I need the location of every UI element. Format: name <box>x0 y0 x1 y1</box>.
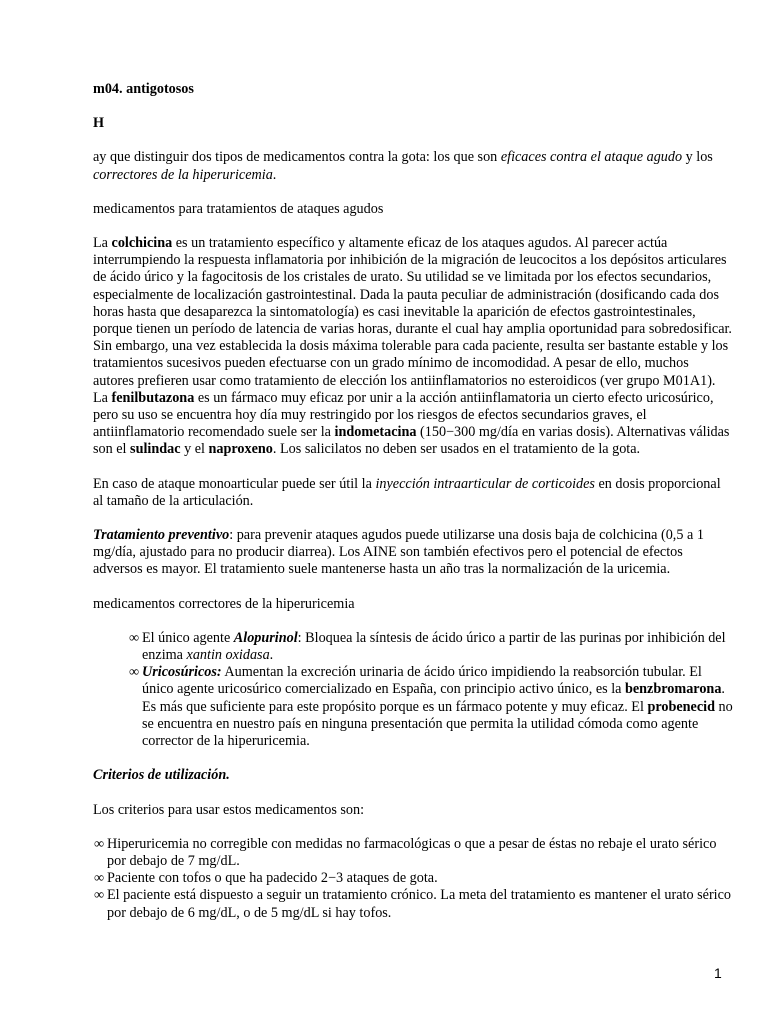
document-title: m04. antigotosos <box>93 81 194 97</box>
infinity-bullet-icon: ∞ <box>129 664 140 681</box>
criterios-heading: Criterios de utilización. <box>93 767 230 784</box>
infinity-bullet-icon: ∞ <box>129 629 140 646</box>
drop-cap: H <box>93 115 105 132</box>
section-heading-correctores: medicamentos correctores de la hiperuricemia <box>93 595 355 612</box>
list-item: ∞ Paciente con tofos o que ha padecido 2−3 ataques de gota. <box>94 870 438 887</box>
monoarticular-paragraph: En caso de ataque monoarticular puede ser útil la inyección intraarticular de corticoides en dosis proporcional al tamaño de la articulación. <box>93 475 721 509</box>
document-body <box>93 81 733 922</box>
preventivo-paragraph: Tratamiento preventivo: para prevenir ataques agudos puede utilizarse una dosis baja de colchicina (0,5 a 1 mg/día, ajustado para no producir diarrea). Los AINE son también efectivos pero el potencial de efectos adversos es mayor. El tratamiento suele mantenerse hasta un año tras la normalización de la uricemia. <box>93 527 704 578</box>
list-item: ∞ Hiperuricemia no corregible con medidas no farmacológicas o que a pesar de éstas no rebaje el urato sérico por debajo de 7 mg/dL. <box>94 835 717 869</box>
infinity-bullet-icon: ∞ <box>94 835 105 852</box>
infinity-bullet-icon: ∞ <box>94 887 105 904</box>
infinity-bullet-icon: ∞ <box>94 870 105 887</box>
list-item-alopurinol: ∞ El único agente Alopurinol: Bloquea la síntesis de ácido úrico a partir de las purinas por inhibición del enzima xantin oxidasa. <box>129 629 726 664</box>
section-heading-ataques: medicamentos para tratamientos de ataques agudos <box>93 200 384 217</box>
criterios-intro: Los criterios para usar estos medicamentos son: <box>93 801 365 818</box>
page-number: 1 <box>714 965 722 981</box>
intro-paragraph: ay que distinguir dos tipos de medicamentos contra la gota: los que son eficaces contra el ataque agudo y los correctores de la hiperuricemia. <box>93 149 713 183</box>
list-item: ∞ El paciente está dispuesto a seguir un tratamiento crónico. La meta del tratamiento es mantener el urato sérico por debajo de 6 mg/dL, o de 5 mg/dL si hay tofos. <box>94 887 732 921</box>
colchicina-paragraph: La colchicina es un tratamiento específico y altamente eficaz de los ataques agudos. Al parecer actúa interrumpiendo la respuesta inflamatoria por inhibición de la migración de leucocitos a los depósitos articulares de ácido úrico y la fagocitosis de los cristales de urato. Su utilidad se ve limitada por los efectos secundarios, especialmente de localización gastrointestinal. Dada la pauta peculiar de administración (dosificando cada dos horas hasta que desaparezca la sintomatología) es casi inevitable la aparición de efectos gastrointestinales, porque tienen un período de latencia de varias horas, durante el cual hay amplia oportunidad para sobredosificar. Sin embargo, una vez establecida la dosis máxima tolerable para cada paciente, resulta ser bastante estable y los tratamientos sucesivos pueden efectuarse con un grado mínimo de incomodidad. A pesar de ello, muchos autores prefieren usar como tratamiento de elección los antiinflamatorios no esteroidicos (ver grupo M01A1). La fenilbutazona es un fármaco muy eficaz por unir a la acción antiinflamatoria un cierto efecto uricosúrico, pero su uso se encuentra hoy día muy restringido por los riesgos de efectos secundarios graves, el antiinflamatorio recomendado suele ser la indometacina (150−300 mg/día en varias dosis). Alternativas válidas son el sulindac y el naproxeno. Los salicilatos no deben ser usados en el tratamiento de la gota. <box>93 235 732 458</box>
list-item-uricosuricos: ∞ Uricosúricos: Aumentan la excreción urinaria de ácido úrico impidiendo la reabsorción tubular. El único agente uricosúrico comercializado en España, con principio activo único, es la benzbromarona. Es más que suficiente para este propósito porque es un fármaco potente y muy eficaz. El probenecid no se encuentra en nuestro país en ninguna presentación que permita la utilidad cómoda como agente corrector de la hiperuricemia. <box>129 664 733 750</box>
